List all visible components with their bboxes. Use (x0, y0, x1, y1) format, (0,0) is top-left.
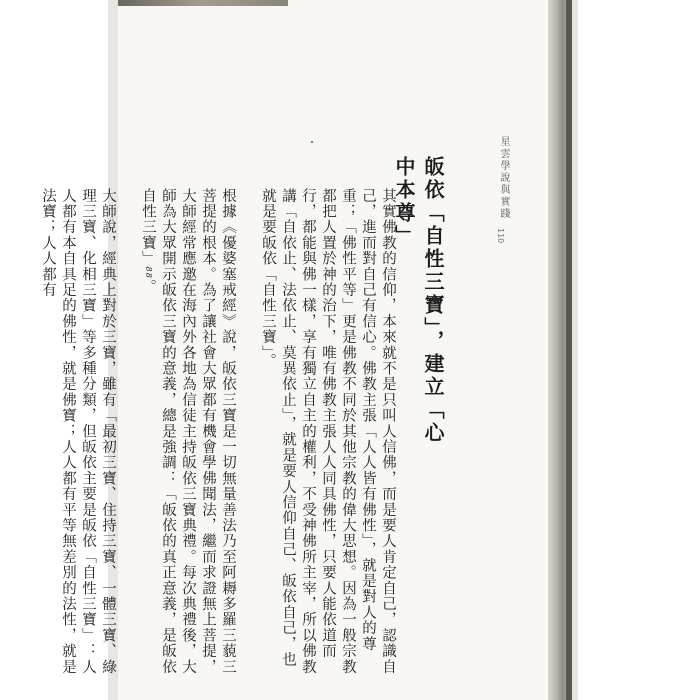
running-head: 星雲學說與實踐 (498, 136, 509, 220)
paragraph-1 (258, 188, 398, 678)
body-text (40, 188, 398, 678)
paragraph-2-text: 根據《優婆塞戒經》說，皈依三寶是一切無量善法乃至阿耨多羅三藐三菩提的根本。為了讓社會大眾都有機會學佛聞法，繼而求證無上菩提，大師經常應邀在海內外各地為信徒主持皈依三寶典禮。每次典禮後，大師為大眾開示皈依三寶的意義，總是強調：「皈依的真正意義，是皈依自性三寶」 (140, 188, 236, 675)
paragraph-3-text: 大師說，經典上對於三寶，雖有「最初三寶、住持三寶、一體三寶、綠理三寶、化相三寶」等多種分類，但皈依主要是皈依「自性三寶」：人人都有本自具足的佛性，就是佛寶；人人都有平等無差別的法性，就是法寶；人人都有 (40, 188, 116, 675)
paragraph-3 (38, 188, 118, 678)
section-title: 皈依「自性三寶」，建立「心中本尊」 (392, 156, 445, 445)
previous-page-edge (118, 0, 288, 6)
footnote-marker: 88 (144, 266, 153, 280)
book-spine-edge (566, 0, 572, 700)
page-speck (311, 141, 313, 143)
paragraph-1-text: 其實佛教的信仰，本來就不是只叫人信佛，而是要人肯定自己，認識自己，進而對自己有信心。佛教主張「人人皆有佛性」，就是對人的尊重；「佛性平等」更是佛教不同於其他宗教的偉大思想。因為一般宗教都把人置於神的治下，唯有佛教主張人人同具佛性，只要人能依道而行，都能與佛一樣，享有獨立自主的權利，不受神佛所主宰，所以佛教講「自依止、法依止、莫異依止」，就是要人信仰自己、皈依自己，也就是要皈依「自性三寶」。 (260, 188, 396, 675)
page-number: 110 (496, 228, 505, 244)
paragraph-2: 根據《優婆塞戒經》說，皈依三寶是一切無量善法乃至阿耨多羅三藐三菩提的根本。為了讓社會大眾都有機會學佛聞法，繼而求證無上菩提，大師經常應邀在海內外各地為信徒主持皈依三寶典禮。每次典禮後，大師為大眾開示皈依三寶的意義，總是強調：「皈依的真正意義，是皈依自性三寶」88。 (140, 188, 236, 675)
